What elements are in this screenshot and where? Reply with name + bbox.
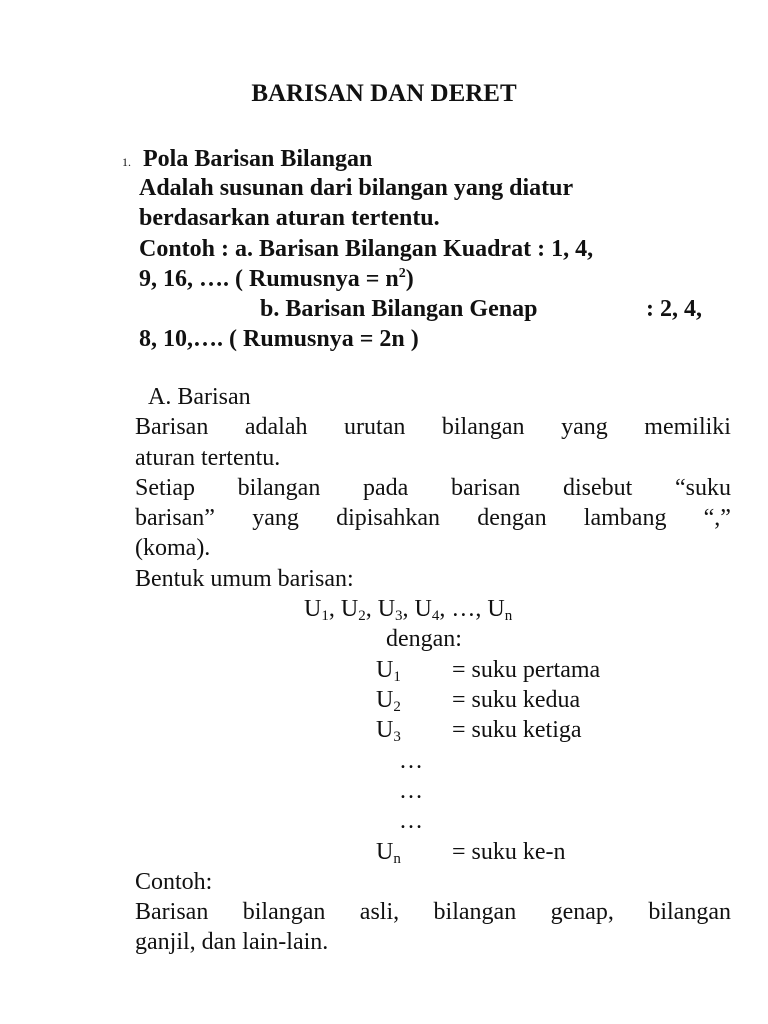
paragraph-line [135,414,731,441]
contoh-label: Contoh: [135,869,213,895]
subscript: n [504,608,513,624]
paragraph-line: (koma). [135,535,211,561]
subscript: 3 [393,729,401,745]
superscript: 2 [398,266,406,281]
separator: , [328,596,335,622]
word: disebut [562,475,633,501]
example-b-label: b. Barisan Bilangan Genap [260,296,538,322]
term-description: = suku kedua [452,687,581,713]
formula-close: ) [405,266,414,292]
term-symbol: U [304,596,322,622]
word: Barisan [135,414,209,440]
example-a-formula-text: 9, 16, …. ( Rumusnya = n [139,266,399,292]
word: asli, [359,899,400,925]
term-description: = suku ketiga [452,717,582,743]
subscript: 2 [393,699,401,715]
word: yang [561,414,608,440]
ellipsis-line: … [399,808,423,834]
u-symbol: U [376,687,394,713]
subscript: 2 [358,608,366,624]
section-number: 1. [122,155,131,169]
ellipsis-line: … [399,748,423,774]
ellipsis-line: … [399,778,423,804]
example-b-formula: 8, 10,…. ( Rumusnya = 2n ) [139,326,419,352]
term-symbol: U [414,596,432,622]
word: memiliki [644,414,731,440]
word: urutan [344,414,406,440]
term-symbol [376,657,401,686]
paragraph-line: ganjil, dan lain-lain. [135,929,329,955]
word: yang [252,505,299,531]
paragraph-line [135,899,731,926]
subscript: 1 [321,608,329,624]
u-symbol: U [376,657,394,683]
word: bilangan [441,414,525,440]
word: bilangan [648,899,731,925]
term-symbol: U [340,596,359,622]
section-1-heading [122,146,372,173]
example-a-line: Contoh : a. Barisan Bilangan Kuadrat : 1, 4, [139,236,594,262]
u-symbol: U [376,717,394,743]
ellipsis: …, [451,596,482,622]
word: pada [362,475,409,501]
word: “,” [703,505,731,531]
word: dengan [477,505,547,531]
word: “suku [674,475,731,501]
term-symbol [376,717,401,746]
page-title: BARISAN DAN DERET [251,80,517,107]
word: adalah [244,414,308,440]
separator: , [439,596,446,622]
subscript: 1 [393,669,401,685]
u-symbol: U [376,839,394,865]
word: genap, [550,899,614,925]
subscript: 3 [395,608,403,624]
paragraph-line [135,505,731,532]
separator: , [402,596,409,622]
word: bilangan [242,899,326,925]
term-description: = suku pertama [452,657,601,683]
general-form-label: Bentuk umum barisan: [135,566,354,592]
definition-line: berdasarkan aturan tertentu. [139,205,440,231]
term-symbol: U [377,596,396,622]
word: barisan [450,475,521,501]
example-b-values: : 2, 4, [646,296,702,322]
word: barisan” [135,505,215,531]
term-symbol [376,839,401,868]
word: bilangan [237,475,321,501]
section-a-heading: A. Barisan [148,384,251,410]
example-a-formula [139,266,414,293]
paragraph-line [135,475,731,502]
general-form-formula [304,596,512,625]
word: bilangan [433,899,517,925]
word: lambang [583,505,667,531]
paragraph-line: aturan tertentu. [135,445,281,471]
separator: , [365,596,372,622]
word: dipisahkan [336,505,441,531]
section-heading-text: Pola Barisan Bilangan [143,146,373,172]
subscript: 4 [431,608,440,624]
dengan-label: dengan: [386,626,462,652]
term-symbol [376,687,401,716]
definition-line: Adalah susunan dari bilangan yang diatur [139,175,574,201]
subscript: n [393,851,401,867]
term-description: = suku ke-n [452,839,566,865]
word: Setiap [135,475,195,501]
word: Barisan [135,899,209,925]
term-symbol: U [487,596,505,622]
